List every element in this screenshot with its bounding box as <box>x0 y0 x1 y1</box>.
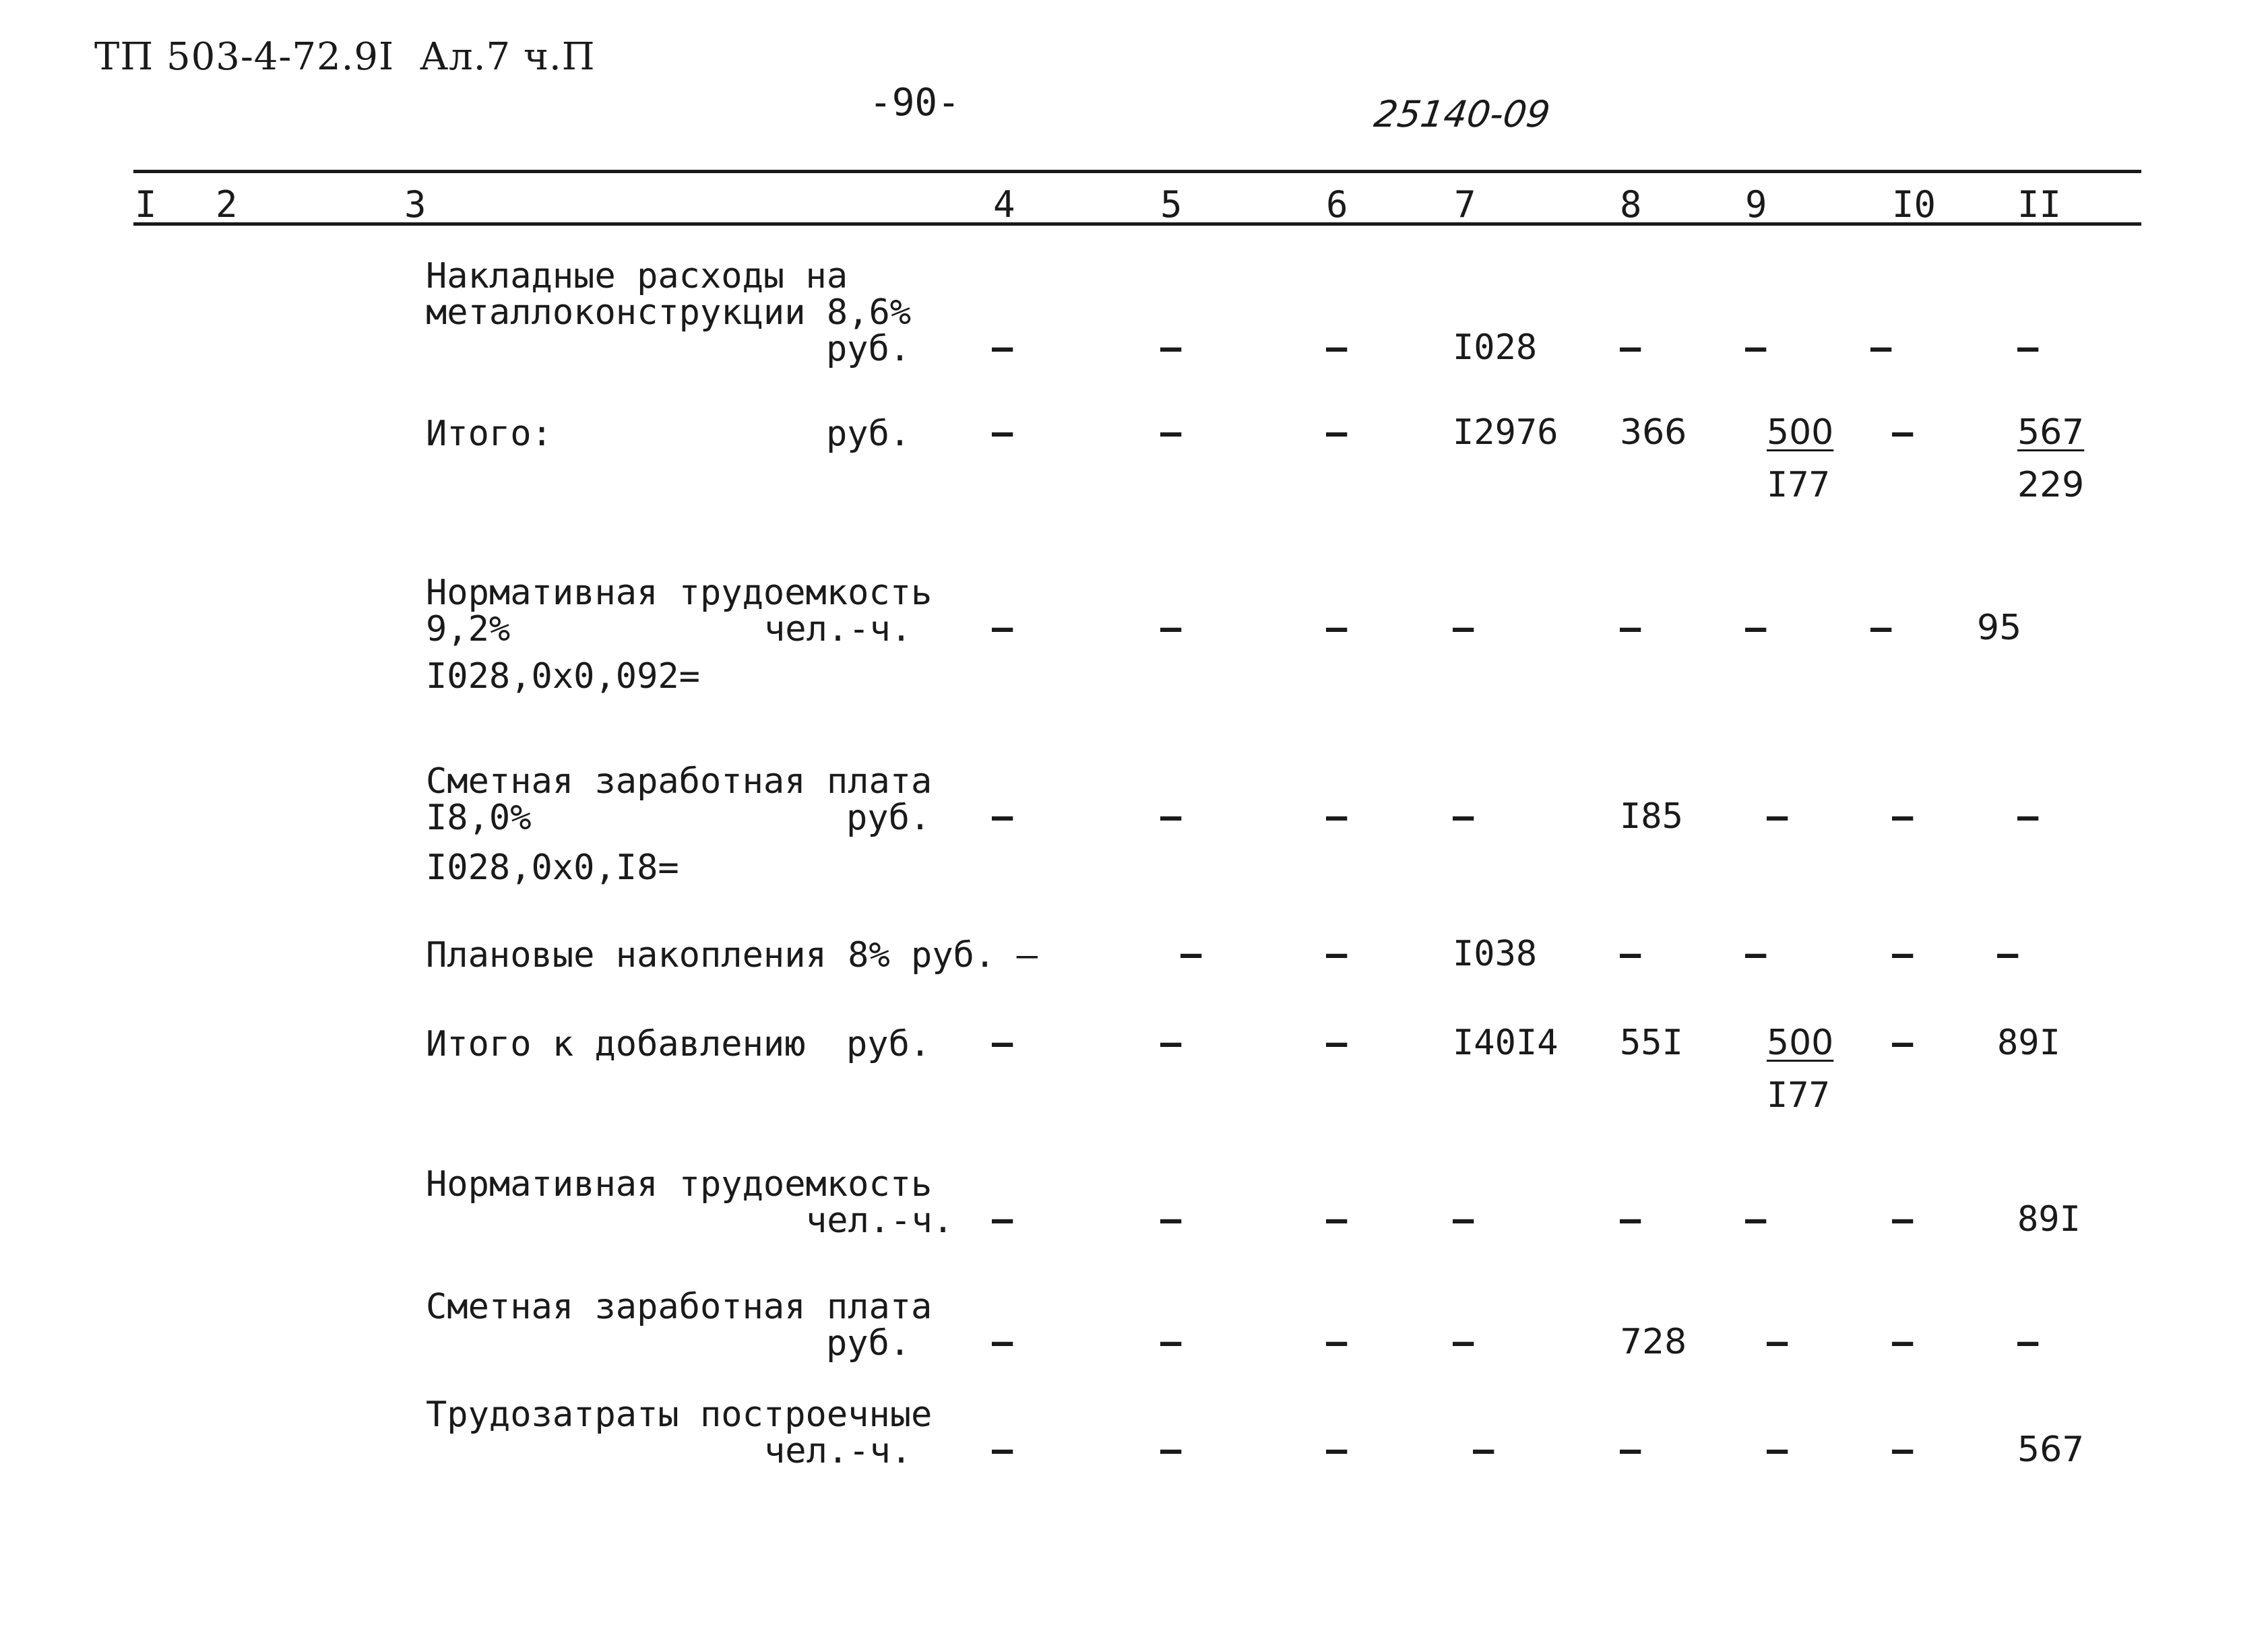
row-label: 9,2% <box>426 609 511 649</box>
document-reference: ТП 503-4-72.9I Ал.7 ч.П <box>94 35 596 79</box>
cell: – <box>1745 327 1767 368</box>
cell-denominator: I77 <box>1767 465 1830 505</box>
page-number: -90- <box>869 81 960 125</box>
row-label: I8,0% <box>426 798 532 838</box>
cell: – <box>1620 934 1641 974</box>
cell: – <box>1160 412 1182 453</box>
cell: – <box>1326 412 1348 453</box>
cell: I85 <box>1620 796 1683 837</box>
cell: – <box>1997 934 2019 974</box>
cell: – <box>1453 608 1474 648</box>
cell: – <box>1453 1322 1474 1362</box>
table-header-rule <box>133 222 2141 226</box>
cell: 89I <box>1997 1023 2060 1063</box>
cell: – <box>1745 1199 1767 1240</box>
column-number: II <box>2017 183 2062 226</box>
cell: 95 <box>1977 608 2022 648</box>
cell: – <box>1326 934 1348 974</box>
cell: – <box>1326 1199 1348 1240</box>
cell: – <box>1473 1430 1494 1470</box>
cell-denominator: 229 <box>2017 465 2085 505</box>
cell: – <box>992 608 1013 648</box>
unit-label: чел.-ч. <box>764 1431 912 1471</box>
cell: – <box>1620 608 1641 648</box>
cell: – <box>1892 1322 1914 1362</box>
cell: – <box>1892 412 1914 453</box>
row-label: Итого к добавлению <box>426 1024 806 1064</box>
cell: – <box>992 327 1013 368</box>
column-number: 6 <box>1326 183 1348 226</box>
formula: I028,0х0,I8= <box>426 848 679 888</box>
cell: – <box>1453 796 1474 837</box>
unit-label: руб. <box>826 414 911 454</box>
cell: I038 <box>1453 934 1538 974</box>
column-number: 8 <box>1620 183 1642 226</box>
cell: I2976 <box>1453 412 1558 453</box>
row-label: Нормативная трудоемкость <box>426 573 933 613</box>
cell: – <box>1870 327 1892 368</box>
column-number: 5 <box>1160 183 1183 226</box>
cell-numerator: 567 <box>2017 412 2085 453</box>
cell: – <box>992 796 1013 837</box>
row-label: Трудозатраты построечные <box>426 1395 933 1435</box>
cell: – <box>992 1023 1013 1063</box>
document-code: 25140-09 <box>1371 93 1553 135</box>
cell: – <box>1160 1023 1182 1063</box>
unit-label: руб. <box>846 798 931 838</box>
unit-label: руб. <box>846 1024 931 1064</box>
column-number: I <box>135 183 157 226</box>
cell: 89I <box>2017 1199 2081 1240</box>
cell: – <box>1160 796 1182 837</box>
cell: – <box>1453 1199 1474 1240</box>
cell: – <box>992 412 1013 453</box>
cell: – <box>1767 1430 1788 1470</box>
cell: – <box>1326 1430 1348 1470</box>
row-label: Нормативная трудоемкость <box>426 1164 933 1205</box>
cell-numerator: 500 <box>1767 412 1834 453</box>
row-label: Плановые накопления 8% руб. – <box>426 935 1038 976</box>
cell: – <box>1892 1023 1914 1063</box>
row-label: металлоконструкции 8,6% <box>426 292 912 333</box>
row-label: Накладные расходы на <box>426 256 848 296</box>
cell: – <box>1326 327 1348 368</box>
row-label: Сметная заработная плата <box>426 761 933 802</box>
cell: – <box>1767 1322 1788 1362</box>
row-label: Итого: <box>426 414 553 454</box>
cell: – <box>1160 1430 1182 1470</box>
cell: – <box>1180 934 1202 974</box>
cell: – <box>2017 327 2039 368</box>
cell: 55I <box>1620 1023 1683 1063</box>
table-top-rule <box>133 170 2141 173</box>
cell-numerator: 500 <box>1767 1023 1834 1063</box>
cell: – <box>992 1199 1013 1240</box>
cell: 366 <box>1620 412 1687 453</box>
cell: – <box>1620 1199 1641 1240</box>
cell: – <box>1326 1023 1348 1063</box>
column-number: 9 <box>1745 183 1767 226</box>
unit-label: руб. <box>826 1323 911 1364</box>
cell: – <box>2017 1322 2039 1362</box>
column-number: 4 <box>993 183 1015 226</box>
column-number: 3 <box>404 183 427 226</box>
cell: – <box>1745 608 1767 648</box>
cell: – <box>1326 608 1348 648</box>
cell: – <box>992 1322 1013 1362</box>
formula: I028,0х0,092= <box>426 656 700 697</box>
cell: – <box>1745 934 1767 974</box>
cell: I028 <box>1453 327 1538 368</box>
column-number: I0 <box>1892 183 1936 226</box>
cell: – <box>1326 1322 1348 1362</box>
cell: – <box>1892 934 1914 974</box>
cell: 567 <box>2017 1430 2085 1470</box>
cell: – <box>1160 1322 1182 1362</box>
cell: – <box>1892 796 1914 837</box>
cell: – <box>1326 796 1348 837</box>
cell: – <box>1892 1430 1914 1470</box>
cell: – <box>1870 608 1892 648</box>
column-number: 7 <box>1454 183 1476 226</box>
cell: – <box>1160 327 1182 368</box>
cell: 728 <box>1620 1322 1687 1362</box>
cell: – <box>1160 1199 1182 1240</box>
unit-label: чел.-ч. <box>764 609 912 649</box>
cell: – <box>1767 796 1788 837</box>
column-number: 2 <box>216 183 238 226</box>
cell: – <box>992 1430 1013 1470</box>
cell: I40I4 <box>1453 1023 1558 1063</box>
unit-label: чел.-ч. <box>806 1201 954 1241</box>
cell: – <box>1892 1199 1914 1240</box>
unit-label: руб. <box>826 329 911 369</box>
cell: – <box>1160 608 1182 648</box>
row-label: Сметная заработная плата <box>426 1287 933 1327</box>
cell-denominator: I77 <box>1767 1075 1830 1116</box>
cell: – <box>1620 1430 1641 1470</box>
cell: – <box>1620 327 1641 368</box>
cell: – <box>2017 796 2039 837</box>
